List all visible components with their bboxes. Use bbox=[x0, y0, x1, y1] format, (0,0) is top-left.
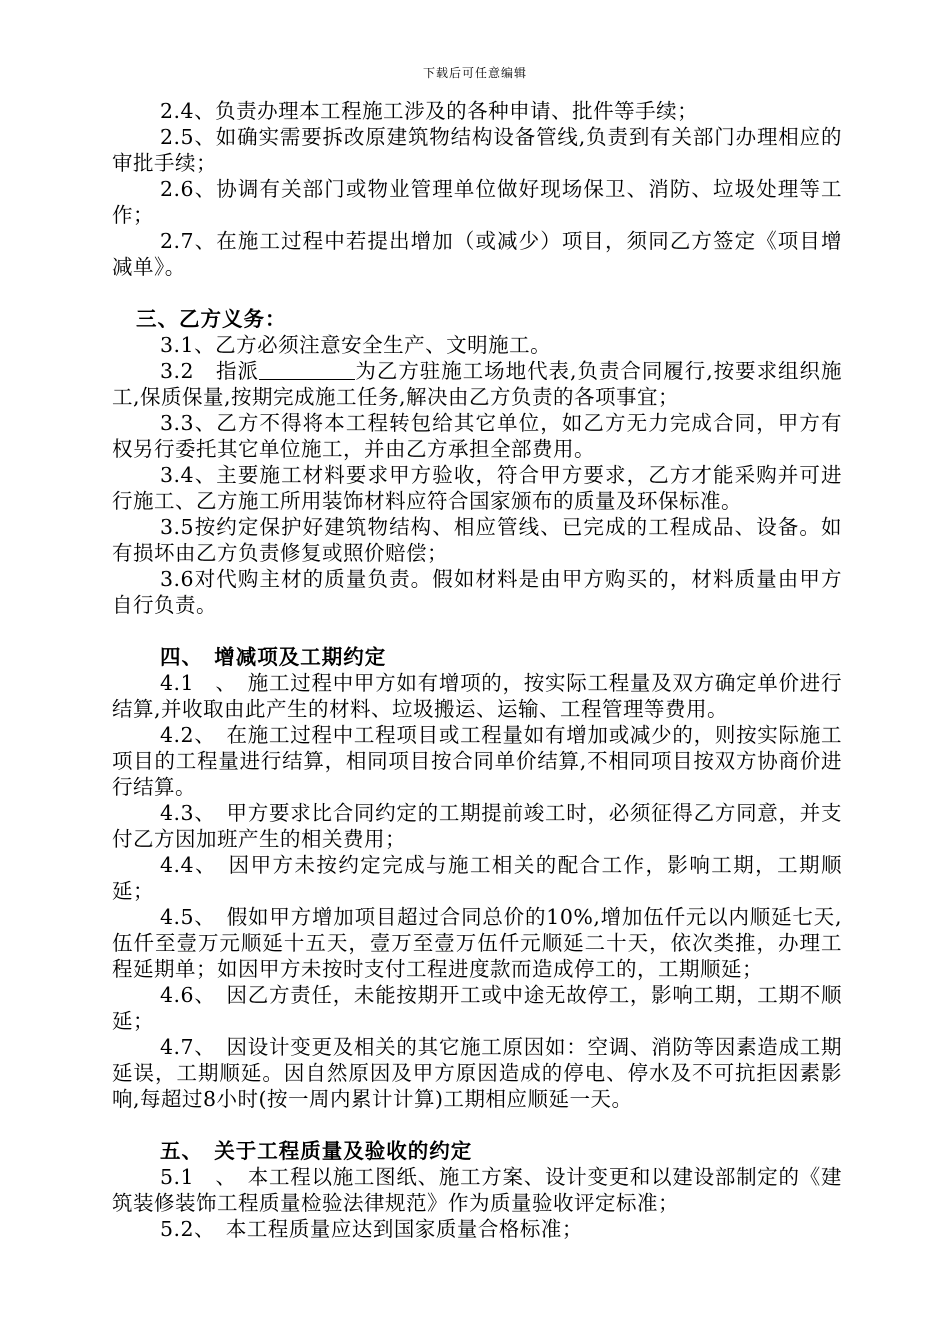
clause-3-6: 3.6对代购主材的质量负责。假如材料是由甲方购买的，材料质量由甲方自行负责。 bbox=[112, 567, 842, 617]
clause-4-1: 4.1 、 施工过程中甲方如有增项的，按实际工程量及双方确定单价进行结算,并收取由此产生的材料、垃圾搬运、运输、工程管理等费用。 bbox=[112, 671, 842, 721]
clause-5-1: 5.1 、 本工程以施工图纸、施工方案、设计变更和以建设部制定的《建筑装修装饰工程质量检验法律规范》作为质量验收评定标准； bbox=[112, 1165, 842, 1215]
clause-3-2-rest: 为乙方驻施工场地代表,负责合同履行,按要求组织施工,保质保量,按期完成施工任务,解决由乙方负责的各项事宜； bbox=[112, 359, 842, 409]
clause-4-7: 4.7、 因设计变更及相关的其它施工原因如：空调、消防等因素造成工期延误，工期顺延。因自然原因及甲方原因造成的停电、停水及不可抗拒因素影响,每超过8小时(按一周内累计计算)工期相应顺延一天。 bbox=[112, 1035, 842, 1111]
clause-3-5: 3.5按约定保护好建筑物结构、相应管线、已完成的工程成品、设备。如有损坏由乙方负责修复或照价赔偿； bbox=[112, 515, 842, 565]
clause-4-5: 4.5、 假如甲方增加项目超过合同总价的10%,增加伍仟元以内顺延七天,伍仟至壹万元顺延十五天，壹万至壹万伍仟元顺延二十天，依次类推，办理工程延期单；如因甲方未按时支付工程进度款而造成停工的，工期顺延； bbox=[112, 905, 842, 981]
clause-2-5: 2.5、如确实需要拆改原建筑物结构设备管线,负责到有关部门办理相应的审批手续； bbox=[112, 125, 842, 175]
representative-blank bbox=[259, 361, 355, 380]
clause-3-2-lead: 3.2 指派 bbox=[160, 359, 259, 383]
clause-4-6: 4.6、 因乙方责任，未能按期开工或中途无故停工，影响工期，工期不顺延； bbox=[112, 983, 842, 1033]
document-body bbox=[112, 98, 842, 1242]
clause-4-3: 4.3、 甲方要求比合同约定的工期提前竣工时，必须征得乙方同意，并支付乙方因加班产生的相关费用； bbox=[112, 801, 842, 851]
section-5-heading: 五、 关于工程质量及验收的约定 bbox=[160, 1139, 473, 1163]
clause-2-4: 2.4、负责办理本工程施工涉及的各种申请、批件等手续； bbox=[160, 99, 699, 123]
section-3-heading: 三、乙方义务： bbox=[136, 307, 287, 331]
clause-3-4: 3.4、主要施工材料要求甲方验收，符合甲方要求，乙方才能采购并可进行施工、乙方施工所用装饰材料应符合国家颁布的质量及环保标准。 bbox=[112, 463, 842, 513]
clause-4-2: 4.2、 在施工过程中工程项目或工程量如有增加或减少的，则按实际施工项目的工程量进行结算，相同项目按合同单价结算,不相同项目按双方协商价进行结算。 bbox=[112, 723, 842, 799]
clause-3-2 bbox=[112, 358, 842, 410]
clause-3-1: 3.1、乙方必须注意安全生产、文明施工。 bbox=[160, 333, 552, 357]
clause-4-4: 4.4、 因甲方未按约定完成与施工相关的配合工作，影响工期，工期顺延； bbox=[112, 853, 842, 903]
clause-3-3: 3.3、乙方不得将本工程转包给其它单位，如乙方无力完成合同，甲方有权另行委托其它单位施工，并由乙方承担全部费用。 bbox=[112, 411, 842, 461]
clause-5-2: 5.2、 本工程质量应达到国家质量合格标准； bbox=[160, 1217, 583, 1241]
page-header-note: 下载后可任意编辑 bbox=[422, 66, 527, 80]
clause-2-6: 2.6、协调有关部门或物业管理单位做好现场保卫、消防、垃圾处理等工作； bbox=[112, 177, 842, 227]
section-4-heading: 四、 增减项及工期约定 bbox=[160, 645, 387, 669]
clause-2-7: 2.7、在施工过程中若提出增加（或减少）项目，须同乙方签定《项目增减单》。 bbox=[112, 229, 842, 279]
